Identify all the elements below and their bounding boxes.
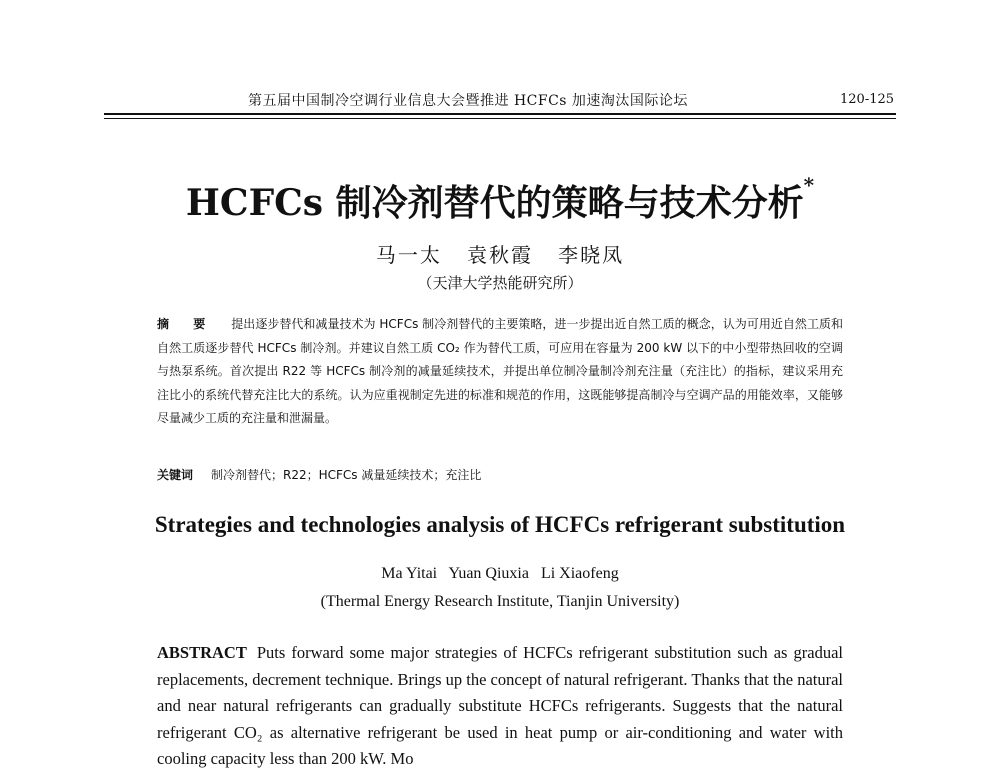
abstract-en-label: ABSTRACT [157, 643, 247, 662]
paper-title-en: Strategies and technologies analysis of HCFCs refrigerant substitution [154, 512, 846, 537]
abstract-cn-label: 摘 要 [157, 317, 216, 331]
abstract-cn [157, 313, 843, 431]
title-footnote-mark: * [803, 173, 815, 197]
paper-title-cn-text: HCFCs 制冷剂替代的策略与技术分析 [185, 182, 804, 224]
affiliation-cn: （天津大学热能研究所） [417, 274, 583, 292]
abstract-en-text: Puts forward some major strategies of HCFCs refrigerant substitution such as gradual replacements, decrement technique. Brings up the concept of natural refrigerant. Thanks that the natural and near natural refrigerants can gradually substitute HCFCs refrigerants. Suggests that the natural refrigerant CO₂ as alternative refrigerant be used in heat pump or air-conditioning and water with cooling capacity less than 200 kW. Mo [157, 643, 844, 768]
header-rule-thick [104, 113, 896, 115]
paper-title-cn [0, 175, 1000, 226]
keywords-text: 制冷剂替代；R22；HCFCs 减量延续技术；充注比 [211, 468, 482, 482]
authors-en: Ma Yitai Yuan Qiuxia Li Xiaofeng [381, 565, 619, 582]
running-header-title: 第五届中国制冷空调行业信息大会暨推进 HCFCs 加速淘汰国际论坛 [248, 93, 688, 109]
header-rule-thin [104, 118, 896, 119]
abstract-cn-text: 提出逐步替代和减量技术为 HCFCs 制冷剂替代的主要策略，进一步提出近自然工质的概念，认为可用近自然工质和自然工质逐步替代 HCFCs 制冷剂。并建议自然工质 CO₂ 作为替代工质，可应用在容量为 200 kW 以下的中小型带热回收的空调与热泵系统。首次提出 R22 等 HCFCs 制冷剂的减量延续技术，并提出单位制冷量制冷剂充注量（充注比）的指标，建议采用充注比小的系统代替充注比大的系统。认为应重视制定先进的标准和规范的作用，这既能够提高制冷与空调产品的用能效率，又能够尽量减少工质的充注量和泄漏量。 [157, 317, 843, 425]
authors-cn: 马一太 袁秋霞 李晓凤 [375, 243, 625, 267]
abstract-en [157, 640, 843, 773]
keywords-cn [157, 466, 481, 483]
keywords-label: 关键词 [157, 468, 194, 482]
page-range: 120-125 [840, 92, 895, 107]
affiliation-en: (Thermal Energy Research Institute, Tianjin University) [320, 593, 680, 610]
